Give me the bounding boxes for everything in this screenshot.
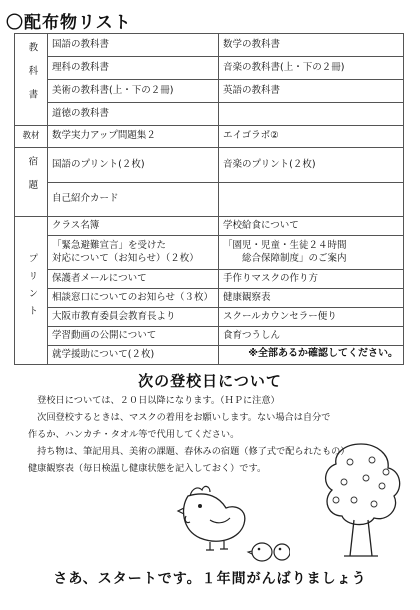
paragraph-line: 登校日については、２０日以降になります。（ＨＰに注意） [28, 395, 280, 406]
category-cell-teaching-material [15, 126, 48, 148]
table-cell: 数学の教科書 [219, 34, 404, 57]
table-cell: 相談窓口についてのお知らせ（３枚） [48, 289, 219, 308]
table-cell: 音楽のプリント(２枚) [219, 148, 404, 182]
table-cell [219, 182, 404, 216]
table-cell: 国語の教科書 [48, 34, 219, 57]
table-cell: 自己紹介カード [48, 182, 219, 216]
table-cell: 食育つうしん [219, 327, 404, 346]
paragraph-line: 持ち物は、筆記用具、美術の課題、春休みの宿題（修了式で配られたもの） [28, 446, 350, 457]
table-row [15, 103, 404, 126]
table-cell: 理科の教科書 [48, 57, 219, 80]
table-cell: 健康観察表 [219, 289, 404, 308]
paragraph-line: 作るか、ハンカチ・タオル等で代用してください。 [28, 429, 240, 440]
cherry-tree-illustration [316, 438, 406, 563]
category-cell-prints [15, 217, 48, 365]
table-row [15, 327, 404, 346]
category-label: プリント [26, 253, 38, 324]
page-title: 〇配布物リスト [6, 13, 132, 33]
table-cell: クラス名簿 [48, 217, 219, 236]
category-label: 宿題 [26, 156, 38, 204]
distribution-table [14, 33, 404, 365]
table-cell: 国語のプリント(２枚) [48, 148, 219, 182]
table-row [15, 126, 404, 148]
table-cell: エイゴラボ② [219, 126, 404, 148]
table-row [15, 217, 404, 236]
check-note: ※全部あるか確認してください。 [248, 348, 398, 359]
table-cell [219, 103, 404, 126]
table-cell: 保護者メールについて [48, 270, 219, 289]
table-row [15, 182, 404, 216]
table-cell: 学習動画の公開について [48, 327, 219, 346]
table-row [15, 34, 404, 57]
paragraph-line: 健康観察表（毎日検温し健康状態を記入しておく）です。 [28, 463, 267, 474]
category-cell-textbooks [15, 34, 48, 126]
table-cell: 道徳の教科書 [48, 103, 219, 126]
table-cell: 「園児・児童・生徒２４時間 総合保障制度」のご案内 [219, 236, 404, 270]
category-label: 教材 [22, 131, 40, 142]
table-row [15, 57, 404, 80]
table-cell: 学校給食について [219, 217, 404, 236]
table-cell: 美術の教科書(上・下の２冊) [48, 80, 219, 103]
table-cell: 数学実力アップ問題集２ [48, 126, 219, 148]
table-cell: スクールカウンセラー便り [219, 308, 404, 327]
table-cell: 手作りマスクの作り方 [219, 270, 404, 289]
table-cell: 「緊急避難宣言」を受けた 対応について（お知らせ）（２枚） [48, 236, 219, 270]
table-row [15, 308, 404, 327]
table-row [15, 270, 404, 289]
table-cell: 大阪市教育委員会教育長より [48, 308, 219, 327]
table-row [15, 236, 404, 270]
table-row [15, 289, 404, 308]
chicken-illustration [170, 468, 290, 563]
table-row [15, 80, 404, 103]
closing-message: さあ、スタートです。１年間がんばりましょう [53, 571, 367, 587]
table-cell: 就学援助について(２枚) [48, 346, 219, 365]
category-label: 教科書 [26, 42, 38, 113]
table-cell: 音楽の教科書(上・下の２冊) [219, 57, 404, 80]
section-subtitle: 次の登校日について [138, 372, 282, 390]
paragraph-line: 次回登校するときは、マスクの着用をお願いします。ない場合は自分で [28, 412, 331, 423]
table-row [15, 148, 404, 182]
category-cell-homework [15, 148, 48, 217]
table-cell: 英語の教科書 [219, 80, 404, 103]
